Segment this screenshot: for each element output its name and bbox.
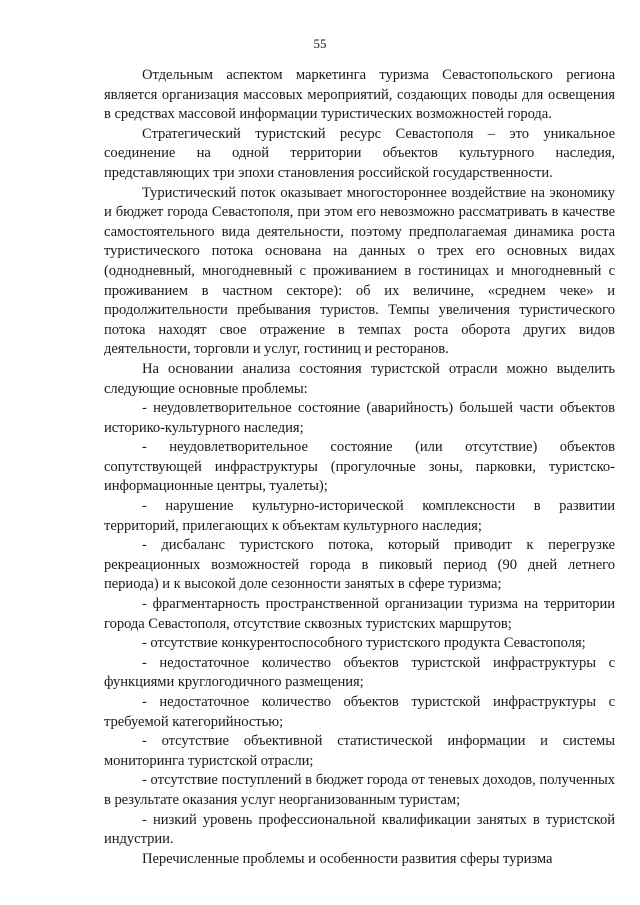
problem-list-item: - фрагментарность пространственной организации туризма на территории города Севастополя, отсутствие сквозных туристских маршрутов; <box>104 596 615 632</box>
problem-list-item: - дисбаланс туристского потока, который приводит к перегрузке рекреационных возможностей города в пиковый период (90 дней летнего периода) и к высокой доле сезонности занятых в сфере туризма; <box>104 537 615 593</box>
problem-list-item: - отсутствие конкурентоспособного туристского продукта Севастополя; <box>142 635 586 652</box>
paragraph: Стратегический туристский ресурс Севастополя – это уникальное соединение на одной территории объектов культурного наследия, представляющих три эпохи становления российской государственности. <box>104 125 615 181</box>
problem-list-item: - отсутствие объективной статистической информации и системы мониторинга туристской отрасли; <box>104 733 615 769</box>
problem-list-item: - неудовлетворительное состояние (или отсутствие) объектов сопутствующей инфраструктуры (прогулочные зоны, парковки, туристско-информационные центры, туалеты); <box>104 439 615 495</box>
paragraph: Отдельным аспектом маркетинга туризма Севастопольского региона является организация массовых мероприятий, создающих поводы для освещения в средствах массовой информации туристических возможностей города. <box>104 67 615 123</box>
document-body <box>104 66 615 869</box>
paragraph: На основании анализа состояния туристской отрасли можно выделить следующие основные проблемы: <box>104 360 615 397</box>
problem-list-item: - недостаточное количество объектов туристской инфраструктуры с функциями круглогодичного размещения; <box>104 654 615 691</box>
problem-list-item: - нарушение культурно-исторической комплексности в развитии территорий, прилегающих к объектам культурного наследия; <box>104 498 615 534</box>
paragraph: Туристический поток оказывает многостороннее воздействие на экономику и бюджет города Севастополя, при этом его невозможно рассматривать в качестве самостоятельного вида деятельности, поэтому предполагаемая динамика роста туристического потока основана на данных о трех его основных видах (однодневный, многодневный с проживанием в гостиницах и многодневный с проживанием в частном секторе): об их величине, «среднем чеке» и продолжительности пребывания туристов. Темпы увеличения туристического потока находят свое отражение в темпах роста оборота других видов деятельности, торговли и услуг, гостиниц и ресторанов. <box>104 184 615 358</box>
problem-list-item: - низкий уровень профессиональной квалификации занятых в туристской индустрии. <box>104 811 615 848</box>
problem-list-item: - неудовлетворительное состояние (аварийность) большей части объектов историко-культурного наследия; <box>104 400 615 436</box>
problem-list-item: - недостаточное количество объектов туристской инфраструктуры с требуемой категорийностью; <box>104 694 615 730</box>
problem-list-item: - отсутствие поступлений в бюджет города от теневых доходов, полученных в результате оказания услуг неорганизованным туристам; <box>104 772 615 808</box>
page-number: 55 <box>313 36 327 51</box>
closing-paragraph: Перечисленные проблемы и особенности развития сферы туризма <box>142 850 553 867</box>
